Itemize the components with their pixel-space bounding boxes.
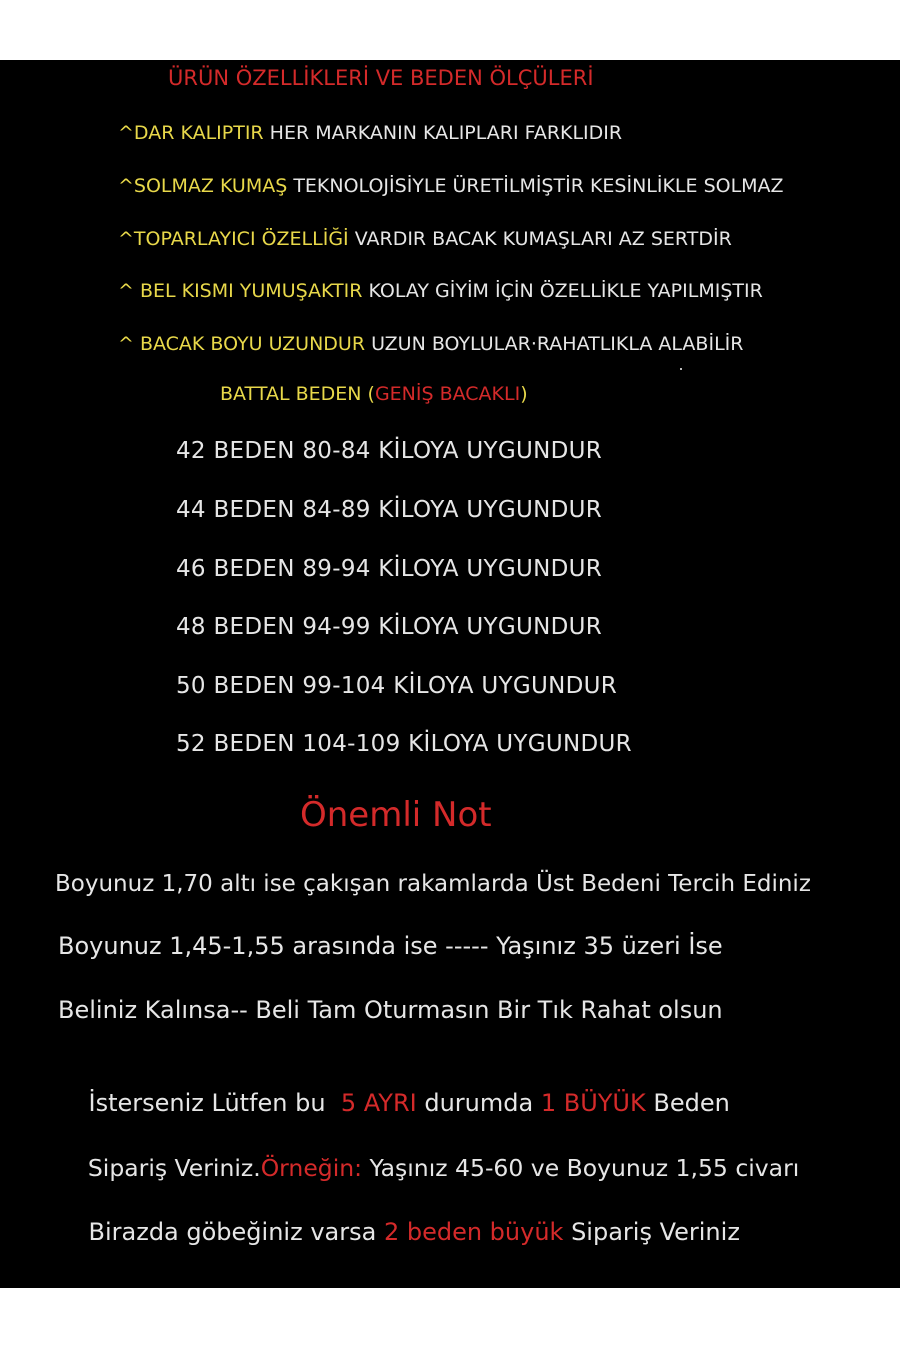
note-text: Sipariş Veriniz. <box>87 1154 261 1182</box>
feature-highlight: ^ BACAK BOYU UZUNDUR <box>118 333 366 355</box>
feature-highlight: ^DAR KALIPTIR <box>118 122 264 144</box>
note-highlight: 1 BÜYÜK <box>540 1089 646 1117</box>
note-text: Beden <box>645 1089 730 1117</box>
note-line <box>58 1190 740 1274</box>
note-text: Yaşınız 45-60 ve Boyunuz 1,55 civarı <box>362 1154 800 1182</box>
note-text: Birazda göbeğiniz varsa <box>88 1218 384 1246</box>
feature-line <box>118 228 732 250</box>
note-text: İsterseniz Lütfen bu <box>88 1089 341 1117</box>
important-note-heading: Önemli Not <box>300 795 492 835</box>
size-row: 42 BEDEN 80-84 KİLOYA UYGUNDUR <box>176 438 603 464</box>
size-row: 44 BEDEN 84-89 KİLOYA UYGUNDUR <box>176 497 603 523</box>
stray-dot <box>680 368 682 370</box>
note-line: Boyunuz 1,70 altı ise çakışan rakamlarda Üst Bedeni Tercih Ediniz <box>55 871 811 897</box>
size-row: 46 BEDEN 89-94 KİLOYA UYGUNDUR <box>176 556 603 582</box>
info-panel <box>0 60 900 1288</box>
size-row: 48 BEDEN 94-99 KİLOYA UYGUNDUR <box>176 614 603 640</box>
feature-highlight: ^TOPARLAYICI ÖZELLİĞİ <box>118 228 349 250</box>
feature-line <box>118 280 763 302</box>
note-line: Beliniz Kalınsa-- Beli Tam Oturmasın Bir Tık Rahat olsun <box>58 996 723 1024</box>
feature-line <box>118 333 743 355</box>
note-line: Boyunuz 1,45-1,55 arasında ise ----- Yaşınız 35 üzeri İse <box>58 932 723 960</box>
feature-text: HER MARKANIN KALIPLARI FARKLIDIR <box>263 122 623 144</box>
size-row: 50 BEDEN 99-104 KİLOYA UYGUNDUR <box>176 673 618 699</box>
note-highlight: 5 AYRI <box>340 1089 417 1117</box>
battal-heading <box>220 383 528 405</box>
page-title: ÜRÜN ÖZELLİKLERİ VE BEDEN ÖLÇÜLERİ <box>168 66 594 90</box>
note-highlight: 2 beden büyük <box>383 1218 564 1246</box>
note-text: Sipariş Veriniz <box>563 1218 740 1246</box>
feature-text: KOLAY GİYİM İÇİN ÖZELLİKLE YAPILMIŞTIR <box>362 280 763 302</box>
feature-highlight: ^SOLMAZ KUMAŞ <box>118 175 288 197</box>
battal-red: GENİŞ BACAKLI <box>374 383 521 405</box>
battal-prefix: BATTAL BEDEN ( <box>220 383 375 405</box>
feature-text: VARDIR BACAK KUMAŞLARI AZ SERTDİR <box>348 228 732 250</box>
battal-suffix: ) <box>520 383 528 405</box>
feature-text: UZUN BOYLULAR·RAHATLIKLA ALABİLİR <box>365 333 744 355</box>
size-row: 52 BEDEN 104-109 KİLOYA UYGUNDUR <box>176 731 632 757</box>
feature-highlight: ^ BEL KISMI YUMUŞAKTIR <box>118 280 363 302</box>
note-highlight: Örneğin: <box>260 1154 363 1182</box>
feature-line <box>118 122 622 144</box>
note-text: durumda <box>416 1089 541 1117</box>
feature-line <box>118 175 784 197</box>
feature-text: TEKNOLOJİSİYLE ÜRETİLMİŞTİR KESİNLİKLE SOLMAZ <box>287 175 784 197</box>
